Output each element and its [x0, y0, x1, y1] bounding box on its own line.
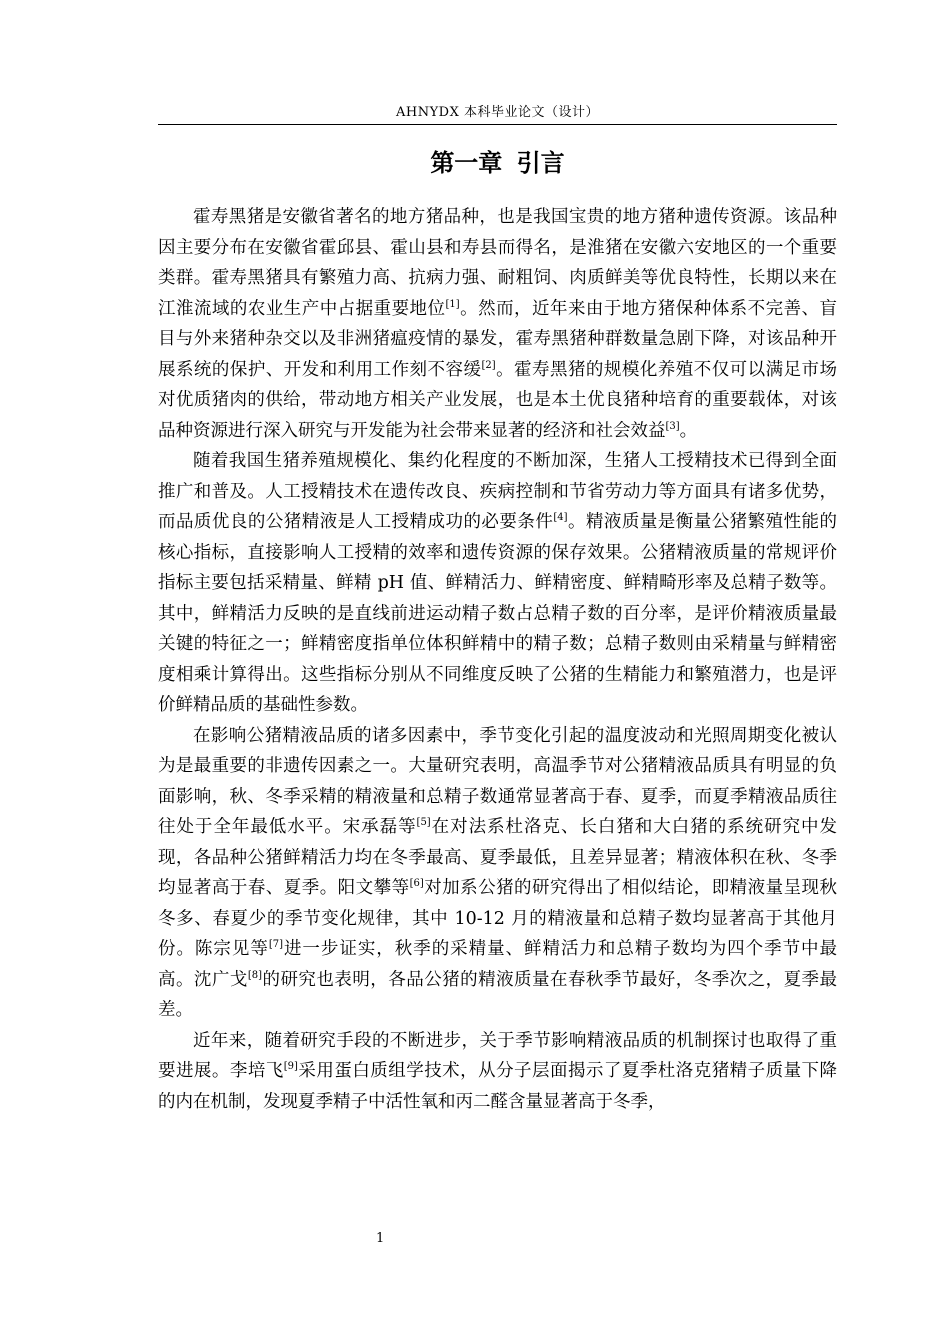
paragraph-text: 近年来，随着研究手段的不断进步，关于季节影响精液品质的机制探讨也取得了重要进展。李培飞: [158, 1030, 837, 1081]
paragraph-text: 在影响公猪精液品质的诸多因素中，季节变化引起的温度波动和光照周期变化被认为是最重要的非遗传因素之一。大量研究表明，高温季节对公猪精液品质具有明显的负面影响，秋、冬季采精的精液量和总精子数通常显著高于春、夏季，而夏季精液品质往往处于全年最低水平。宋承磊等: [158, 725, 837, 837]
paragraph-text: 随着我国生猪养殖规模化、集约化程度的不断加深，生猪人工授精技术已得到全面推广和普及。人工授精技术在遗传改良、疾病控制和节省劳动力等方面具有诸多优势，而品质优良的公猪精液是人工授精成功的必要条件: [158, 451, 837, 532]
paragraph-text: 。精液质量是衡量公猪繁殖性能的核心指标，直接影响人工授精的效率和遗传资源的保存效果。公猪精液质量的常规评价指标主要包括采精量、鲜精 pH 值、鲜精活力、鲜精密度、鲜精畸形率及总精子数等。其中，鲜精活力反映的是直线前进运动精子数占总精子数的百分率，是评价精液质量最关键的特征之一；鲜精密度指单位体积鲜精中的精子数；总精子数则由采精量与鲜精密度相乘计算得出。这些指标分别从不同维度反映了公猪的生精能力和繁殖潜力，也是评价鲜精品质的基础性参数。: [158, 512, 838, 715]
citation-marker: [1]: [445, 298, 460, 310]
paragraph-text: 。: [679, 420, 698, 441]
citation-marker: [9]: [283, 1061, 298, 1073]
paragraph-text: 对加系公猪的研究得出了相似结论，即精液量呈现秋冬多、春夏少的季节变化规律，其中 10-12 月的精液量和总精子数均显著高于其他月份。陈宗见等: [158, 878, 838, 959]
citation-marker: [2]: [481, 359, 496, 371]
chapter-title: 第一章 引言: [430, 149, 565, 177]
paragraph-text: 进一步证实，秋季的采精量、鲜精活力和总精子数均为四个季节中最高。沈广戈: [158, 939, 838, 990]
paragraph-text: 霍寿黑猪是安徽省著名的地方猪品种，也是我国宝贵的地方猪种遗传资源。该品种因主要分布在安徽省霍邱县、霍山县和寿县而得名，是淮猪在安徽六安地区的一个重要类群。霍寿黑猪具有繁殖力高、抗病力强、耐粗饲、肉质鲜美等优良特性，长期以来在江淮流域的农业生产中占据重要地位: [158, 207, 837, 319]
paragraph-text: 。霍寿黑猪的规模化养殖不仅可以满足市场对优质猪肉的供给，带动地方相关产业发展，也是本土优良猪种培育的重要载体，对该品种资源进行深入研究与开发能为社会带来显著的经济和社会效益: [158, 359, 838, 441]
page-number: 1: [376, 1231, 385, 1246]
body-text: [158, 202, 837, 1117]
running-header: AHNYDX 本科毕业论文（设计）: [396, 105, 599, 120]
header-divider: [158, 124, 837, 125]
citation-marker: [6]: [409, 878, 424, 890]
paragraph-text: 在对法系杜洛克、长白猪和大白猪的系统研究中发现，各品种公猪鲜精活力均在冬季最高、夏季最低，且差异显著；精液体积在秋、冬季均显著高于春、夏季。阳文攀等: [158, 817, 838, 898]
citation-marker: [3]: [665, 420, 680, 432]
body-paragraph: [158, 446, 837, 721]
body-paragraph: [158, 1026, 837, 1118]
citation-marker: [8]: [247, 969, 263, 981]
citation-marker: [5]: [416, 817, 431, 829]
citation-marker: [7]: [268, 939, 283, 951]
body-paragraph: [158, 202, 837, 446]
paragraph-text: 。然而，近年来由于地方猪保种体系不完善、盲目与外来猪种杂交以及非洲猪瘟疫情的暴发，霍寿黑猪种群数量急剧下降，对该品种开展系统的保护、开发和利用工作刻不容缓: [158, 298, 838, 380]
paragraph-text: 的研究也表明，各品公猪的精液质量在春秋季节最好，冬季次之，夏季最差。: [158, 969, 837, 1020]
citation-marker: [4]: [553, 512, 568, 524]
paragraph-text: 采用蛋白质组学技术，从分子层面揭示了夏季杜洛克猪精子质量下降的内在机制，发现夏季精子中活性氧和丙二醛含量显著高于冬季，: [158, 1061, 838, 1112]
body-paragraph: [158, 721, 837, 1026]
